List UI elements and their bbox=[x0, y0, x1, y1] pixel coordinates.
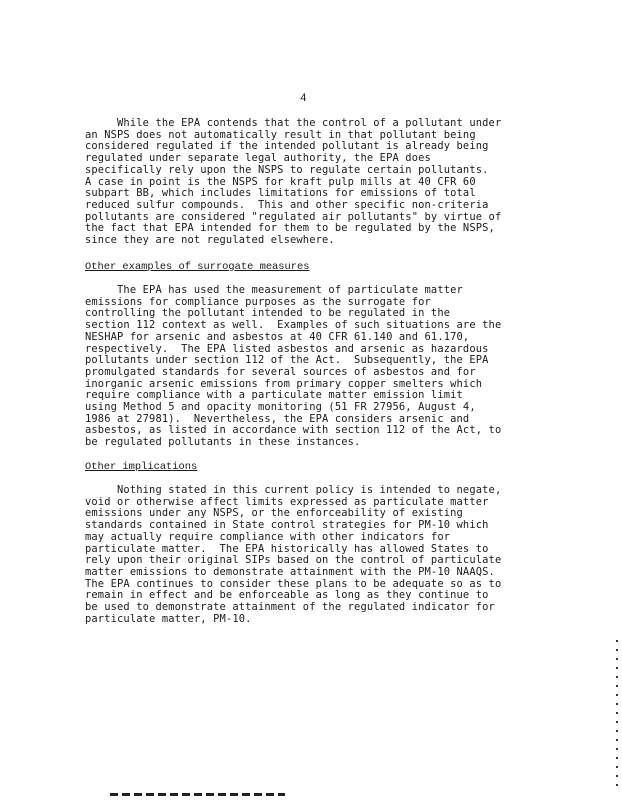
paragraph-nsps-regulated-pollutants bbox=[85, 118, 525, 247]
text-line: section 112 context as well. Examples of such situations are the bbox=[85, 319, 502, 332]
text-line: rely upon their original SIPs based on the control of particulate bbox=[85, 554, 502, 567]
text-line: emissions under any NSPS, or the enforceability of existing bbox=[85, 507, 463, 520]
paragraph-surrogate-measures bbox=[85, 285, 525, 449]
text-line: emissions for compliance purposes as the surrogate for bbox=[85, 295, 431, 308]
heading-other-implications: Other implications bbox=[85, 461, 198, 473]
text-line: be regulated pollutants in these instances. bbox=[85, 436, 361, 449]
text-line: the fact that EPA intended for them to be regulated by the NSPS, bbox=[85, 222, 495, 235]
text-line: A case in point is the NSPS for kraft pulp mills at 40 CFR 60 bbox=[85, 175, 476, 188]
text-line: be used to demonstrate attainment of the regulated indicator for bbox=[85, 601, 495, 614]
text-line: matter emissions to demonstrate attainment with the PM-10 NAAQS. bbox=[85, 565, 495, 578]
text-line: particulate matter, PM-10. bbox=[85, 612, 252, 625]
paragraph-other-implications bbox=[85, 485, 525, 625]
text-line: The EPA continues to consider these plans to be adequate so as to bbox=[85, 577, 502, 590]
text-line: remain in effect and be enforceable as long as they continue to bbox=[85, 589, 489, 602]
text-line: asbestos, as listed in accordance with section 112 of the Act, to bbox=[85, 424, 502, 437]
text-line: The EPA has used the measurement of particulate matter bbox=[85, 284, 463, 296]
text-line: promulgated standards for several sources of asbestos and for bbox=[85, 365, 476, 378]
text-line: using Method 5 and opacity monitoring (51 FR 27956, August 4, bbox=[85, 401, 476, 414]
text-line: inorganic arsenic emissions from primary copper smelters which bbox=[85, 377, 483, 390]
text-line: pollutants are considered "regulated air pollutants" by virtue of bbox=[85, 210, 502, 223]
text-line: pollutants under section 112 of the Act. Subsequently, the EPA bbox=[85, 354, 489, 367]
text-line: Nothing stated in this current policy is intended to negate, bbox=[85, 484, 502, 496]
text-line: controlling the pollutant intended to be regulated in the bbox=[85, 307, 451, 320]
text-line: subpart BB, which includes limitations for emissions of total bbox=[85, 187, 476, 200]
scan-edge-artifact bbox=[616, 640, 618, 790]
text-line: 1986 at 27981). Nevertheless, the EPA considers arsenic and bbox=[85, 412, 470, 425]
text-line: NESHAP for arsenic and asbestos at 40 CFR 61.140 and 61.170, bbox=[85, 330, 470, 343]
text-line: particulate matter. The EPA historically has allowed States to bbox=[85, 542, 489, 555]
text-line: an NSPS does not automatically result in that pollutant being bbox=[85, 128, 476, 141]
text-line: considered regulated if the intended pollutant is already being bbox=[85, 140, 489, 153]
page-number: 4 bbox=[300, 93, 308, 105]
text-line: regulated under separate legal authority, the EPA does bbox=[85, 152, 431, 165]
text-line: respectively. The EPA listed asbestos and arsenic as hazardous bbox=[85, 342, 489, 355]
scan-bottom-artifact bbox=[110, 793, 285, 796]
text-line: reduced sulfur compounds. This and other specific non-criteria bbox=[85, 198, 489, 211]
text-line: may actually require compliance with other indicators for bbox=[85, 530, 451, 543]
text-line: standards contained in State control strategies for PM-10 which bbox=[85, 519, 489, 532]
text-line: since they are not regulated elsewhere. bbox=[85, 234, 335, 247]
text-line: require compliance with a particulate matter emission limit bbox=[85, 389, 463, 402]
text-line: specifically rely upon the NSPS to regulate certain pollutants. bbox=[85, 163, 489, 176]
text-line: While the EPA contends that the control of a pollutant under bbox=[85, 117, 502, 129]
text-line: void or otherwise affect limits expressed as particulate matter bbox=[85, 495, 489, 508]
heading-surrogate-measures: Other examples of surrogate measures bbox=[85, 261, 310, 273]
